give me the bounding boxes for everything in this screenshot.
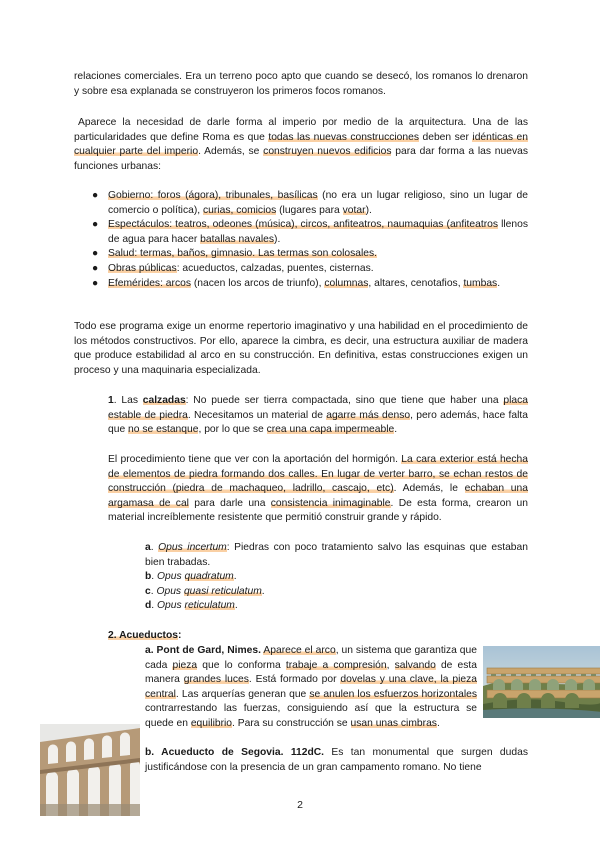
list-item: d. Opus reticulatum. [145, 600, 238, 612]
opus-list [145, 570, 528, 614]
bullet-icon: ● [92, 219, 99, 231]
paragraph-cimbra: Todo ese programa exige un enorme repertorio imaginativo y una habilidad en el procedimiento de los métodos constructivos. Por ello, aparece la cimbra, es decir, una estructura auxiliar de madera que produce estabilidad al arco en su construcción. En definitiva, estas construcciones exigen un proceso y una maquinaria especializada. [74, 321, 528, 376]
paragraph-pont-de-gard: a. Pont de Gard, Nimes. Aparece el arco, un sistema que garantiza que cada pieza que lo conforma trabaje a compresión, salvando de esta manera grandes luces. Está formado por dovelas y una clave, la pieza central. Las arquerías generan que se anulen los esfuerzos horizontales contrarrestando las fuerzas, consiguiendo así que la estructura se quede en equilibrio. Para su construcción se usan unas cimbras. [145, 645, 478, 729]
list-item: ● Salud: termas, baños, gimnasio. Las termas son colosales. [88, 247, 528, 262]
list-item: ● Gobierno: foros (ágora), tribunales, basílicas (no era un lugar religioso, sino un lugar de comercio o política), curias, comicios (lugares para votar). [92, 190, 528, 216]
paragraph-intro: relaciones comerciales. Era un terreno poco apto que cuando se desecó, los romanos lo drenaron y sobre esa explanada se construyeron los primeros focos romanos. [74, 71, 528, 97]
paragraph-hormigon: El procedimiento tiene que ver con la aportación del hormigón. La cara exterior está hecha de elementos de piedra formando dos calles. En lugar de verter barro, se echan restos de construcción (piedra de machaqueo, ladrillo, cascajo, etc). Además, le echaban una argamasa de cal para darle una consistencia inimaginable. De esta forma, crearon un material increíblemente resistente que permitió construir grande y rápido. [108, 454, 529, 524]
highlight: idénticas en cualquier parte del imperio [74, 131, 528, 158]
bullet-icon: ● [92, 248, 99, 260]
bullet-icon: ● [92, 277, 99, 289]
list-item: ● Efemérides: arcos (nacen los arcos de triunfo), columnas, altares, cenotafios, tumbas. [88, 277, 528, 292]
list-item: ● Obras públicas: acueductos, calzadas, puentes, cisternas. [88, 262, 528, 277]
paragraph-imperio: Aparece la necesidad de darle forma al imperio por medio de la arquitectura. Una de las particularidades que define Roma es que todas las nuevas construcciones deben ser idénticas en cualquier parte del imperio. Además, se construyen nuevos edificios para dar forma a las nuevas funciones urbanas: [74, 117, 528, 172]
highlight: todas las nuevas construcciones [268, 131, 420, 143]
section-calzadas: 1. Las calzadas: No puede ser tierra compactada, sino que tiene que haber una placa estable de piedra. Necesitamos un material de agarre más denso, pero además, hace falta que no se estanque, por lo que se crea una capa impermeable. [108, 395, 528, 436]
page-number: 2 [297, 799, 303, 811]
functions-list [88, 189, 528, 291]
bullet-icon: ● [92, 190, 99, 201]
bullet-icon: ● [92, 262, 99, 274]
list-item: ● Espectáculos: teatros, odeones (música), circos, anfiteatros, naumaquias (anfiteatros llenos de agua para hacer batallas navales). [92, 219, 528, 245]
highlight: construyen nuevos edificios [263, 146, 392, 158]
pont-du-gard-image [483, 646, 600, 718]
list-item: c. Opus quasi reticulatum. [145, 585, 265, 597]
section-acueductos-title: 2. Acueductos: [108, 630, 182, 641]
paragraph-segovia: b. Acueducto de Segovia. 112dC. Es tan monumental que surgen dudas justificándose con la presencia de un gran campamento romano. No tiene [145, 747, 528, 773]
opus-incertum: a. Opus incertum: Piedras con poco tratamiento salvo las esquinas que estaban bien trabadas. [145, 542, 528, 568]
section-title: calzadas [142, 395, 186, 406]
list-item: b. Opus quadratum. [145, 571, 237, 582]
